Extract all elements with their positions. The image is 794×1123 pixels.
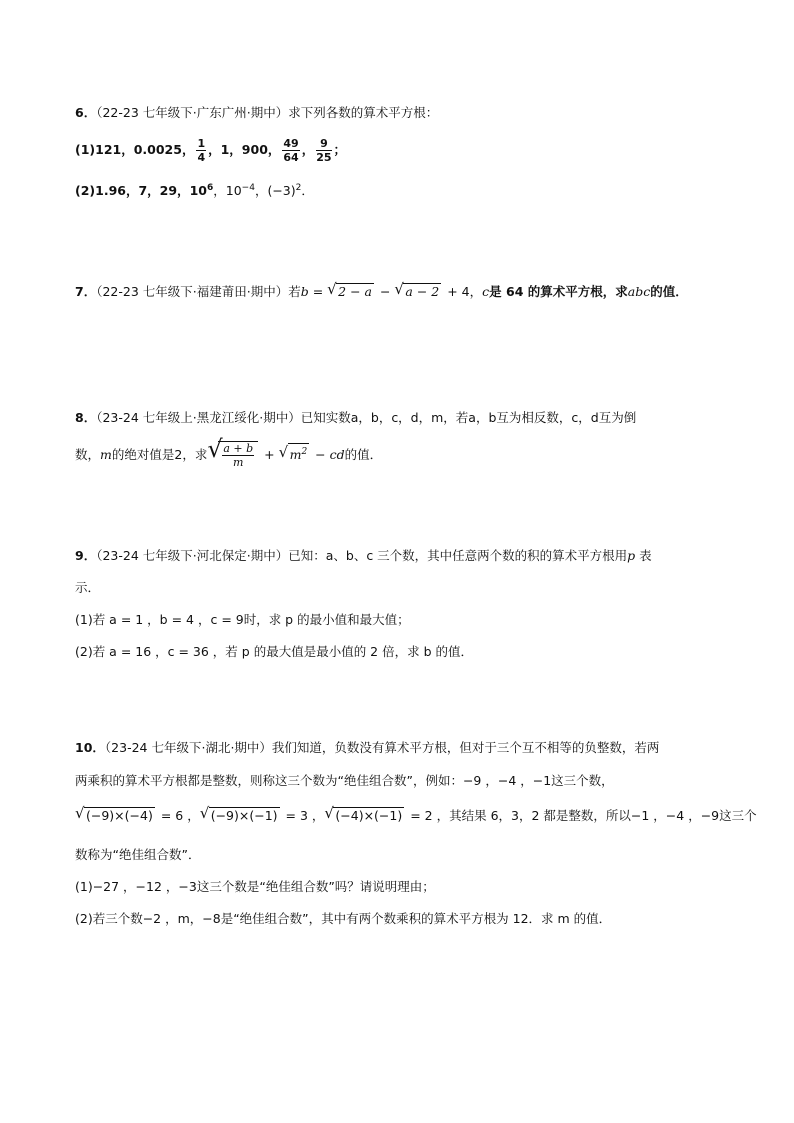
q10-number: 10 — [75, 740, 93, 755]
q7-source: （22-23 七年级下·福建莆田·期中） — [96, 284, 289, 299]
q6-number: 6 — [75, 105, 84, 120]
q9-part2: (2)若 a = 16 ，c = 36 ，若 p 的最大值是最小值的 2 倍，求 b 的值． — [75, 644, 473, 659]
sqrt-fraction: √ $\frac{a + b}{m}$ — [207, 440, 258, 470]
q8-line2: 数，m的绝对值是2，求 √ $\frac{a + b}{m}$ + √ $m^2$ − cd的值． — [75, 435, 383, 469]
q8-number: 8 — [75, 410, 84, 425]
q8-text-1: 已知实数a，b，c，d，m，若a，b互为相反数，c，d互为倒 — [300, 410, 637, 425]
q9-number: 9 — [75, 548, 84, 563]
q10-source: （23-24 七年级下·湖北·期中） — [104, 740, 272, 755]
q6-stem: 6．（22-23 七年级下·广东广州·期中）求下列各数的算术平方根： — [75, 105, 439, 120]
q7-number: 7 — [75, 284, 84, 299]
sqrt-neg4-neg1: √ (−4)×(−1) — [324, 804, 403, 823]
q9-part1: (1)若 a = 1 ，b = 4 ，c = 9时，求 p 的最小值和最大值； — [75, 612, 410, 627]
sqrt-neg9-neg1: √ (−9)×(−1) — [199, 804, 278, 823]
q9-line1: 9．（23-24 七年级下·河北保定·期中）已知：a、b、c 三个数，其中任意两个数的积的算术平方根用p 表 — [75, 548, 652, 563]
q6-part1-start: (1)121，0.0025， — [75, 142, 195, 157]
q10-line1: 10．（23-24 七年级下·湖北·期中）我们知道，负数没有算术平方根，但对于三个互不相等的负整数，若两 — [75, 740, 660, 755]
q6-part1-mid: ，1，900， — [208, 142, 281, 157]
fraction-49-64: $\frac{49}{64}$ — [283, 137, 299, 164]
q8-source: （23-24 七年级上·黑龙江绥化·期中） — [96, 410, 301, 425]
sqrt-2-minus-a: √ 2 − a — [327, 280, 372, 299]
q9-source: （23-24 七年级下·河北保定·期中） — [96, 548, 289, 563]
q10-line4: 数称为“绝佳组合数”． — [75, 847, 201, 862]
q6-part2: (2)1.96，7，29，$10^6$，$10^{-4}$，$(-3)^2$． — [75, 183, 314, 199]
q10-line3: √ (−9)×(−4) = 6 ， √ (−9)×(−1) = 3 ， √ (−4)×(−1) = 2 ，其结果 6，3，2 都是整数，所以−1 ，−4 ，−9这三个 — [75, 806, 757, 826]
q10-part2: (2)若三个数−2 ，m，−8是“绝佳组合数”，其中有两个数乘积的算术平方根为 12．求 m 的值． — [75, 911, 612, 926]
q7-stem: 7．（22-23 七年级下·福建莆田·期中）若b = √ 2 − a − √ a − 2 + 4，c是 64 的算术平方根，求abc的值． — [75, 282, 688, 302]
q6-source: （22-23 七年级下·广东广州·期中） — [96, 105, 289, 120]
q10-line2: 两乘积的算术平方根都是整数，则称这三个数为“绝佳组合数”，例如：−9 ，−4 ，−1这三个数， — [75, 773, 614, 788]
q8-line1: 8．（23-24 七年级上·黑龙江绥化·期中）已知实数a，b，c，d，m，若a，b互为相反数，c，d互为倒 — [75, 410, 637, 425]
fraction-9-25: $\frac{9}{25}$ — [316, 137, 332, 164]
q10-part1: (1)−27 ，−12 ，−3这三个数是“绝佳组合数”吗？请说明理由； — [75, 879, 435, 894]
sqrt-neg9-neg4: √ (−9)×(−4) — [75, 804, 153, 823]
sqrt-a-minus-2: √ a − 2 — [394, 280, 440, 299]
q9-line2: 示． — [75, 580, 101, 595]
sqrt-m-squared: √ $m^2$ — [278, 443, 308, 462]
fraction-1-4: $\frac{1}{4}$ — [197, 137, 206, 164]
q6-part2-start: (2)1.96，7，29， — [75, 183, 190, 199]
q6-part1: (1)121，0.0025， $\frac{1}{4}$ ，1，900， $\frac{49}{64}$ ， $\frac{9}{25}$ ； — [75, 137, 347, 164]
q6-question: 求下列各数的算术平方根： — [288, 105, 439, 120]
